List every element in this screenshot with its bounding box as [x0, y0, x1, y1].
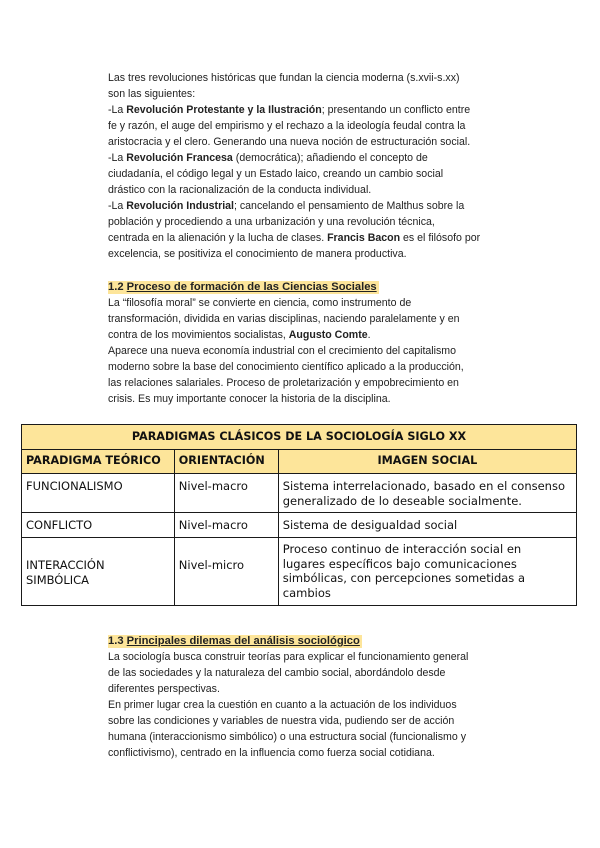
- header-social-image: IMAGEN SOCIAL: [278, 450, 576, 474]
- text-line: Aparece una nueva economía industrial con el crecimiento del capitalismo: [108, 345, 457, 357]
- cell-line: simbólicas, con percepciones sometidas a: [282, 571, 526, 585]
- text-line: drástico con la racionalización de la conducta individual.: [108, 184, 372, 196]
- section-number: 1.3: [108, 635, 124, 647]
- text-line: son las siguientes:: [108, 88, 196, 100]
- table-row: [22, 513, 577, 538]
- text-line: sobre las condiciones y variables de nuestra vida, pudiendo ser de acción: [108, 715, 455, 727]
- text-line: En primer lugar crea la cuestión en cuanto a la actuación de los individuos: [108, 699, 457, 711]
- cell-line: Sistema interrelacionado, basado en el consenso: [282, 479, 565, 493]
- text-line: -La Revolución Francesa (democrática); añadiendo el concepto de: [108, 152, 428, 164]
- text-line: La “filosofía moral” se convierte en ciencia, como instrumento de: [108, 297, 412, 309]
- section-heading: [108, 633, 528, 649]
- cell-line: CONFLICTO: [26, 517, 93, 532]
- cell-line: generalizado de lo deseable socialmente.: [282, 493, 522, 508]
- text-line: humana (interaccionismo simbólico) o una estructura social (funcionalismo y: [108, 731, 466, 743]
- text-line: fe y razón, el auge del empirismo y el rechazo a la ideología feudal contra la: [108, 120, 466, 132]
- text-line: moderno sobre la base del conocimiento científico aplicado a la producción,: [108, 361, 464, 373]
- text-line: conflictivismo), centrado en la influencia como fuerza social cotidiana.: [108, 747, 435, 759]
- text-line: -La Revolución Industrial; cancelando el pensamiento de Malthus sobre la: [108, 200, 465, 212]
- section-heading: [108, 279, 528, 295]
- orientation-cell: Nivel-macro: [174, 474, 278, 513]
- text-line: ciudadanía, el código legal y un Estado laico, creando un cambio social: [108, 168, 444, 180]
- section-number: 1.2: [108, 281, 124, 293]
- image-cell: [278, 513, 576, 538]
- cell-line: FUNCIONALISMO: [26, 479, 123, 493]
- paradigm-cell: [22, 474, 175, 513]
- cell-line: SIMBÓLICA: [26, 572, 90, 587]
- paradigm-cell: [22, 513, 175, 538]
- orientation-cell: Nivel-macro: [174, 513, 278, 538]
- image-cell: [278, 538, 576, 606]
- section-1-2: [108, 279, 528, 407]
- cell-line: INTERACCIÓN: [26, 558, 105, 572]
- image-cell: [278, 474, 576, 513]
- text-line: transformación, dividida en varias disciplinas, naciendo paralelamente y en: [108, 313, 460, 325]
- text-line: La sociología busca construir teorías para explicar el funcionamiento general: [108, 651, 469, 663]
- table-title: PARADIGMAS CLÁSICOS DE LA SOCIOLOGÍA SIGLO XX: [22, 425, 577, 450]
- section-text: [108, 295, 528, 407]
- text-line: las relaciones salariales. Proceso de proletarización y empobrecimiento en: [108, 377, 459, 389]
- header-orientation: ORIENTACIÓN: [174, 450, 278, 474]
- section-text: [108, 649, 528, 761]
- text-line: población y procediendo a una urbanización y una revolución técnica,: [108, 216, 435, 228]
- table-row: [22, 474, 577, 513]
- text-line: crisis. Es muy importante conocer la historia de la disciplina.: [108, 393, 391, 405]
- text-line: contra de los movimientos socialistas, Augusto Comte.: [108, 329, 371, 341]
- table-row: [22, 538, 577, 606]
- text-line: excelencia, se positiviza el conocimiento de manera productiva.: [108, 248, 407, 260]
- section-title: Proceso de formación de las Ciencias Sociales: [126, 281, 377, 293]
- cell-line: Proceso continuo de interacción social en: [282, 542, 522, 556]
- text-line: centrada en la alienación y la lucha de clases. Francis Bacon es el filósofo por: [108, 232, 481, 244]
- text-line: diferentes perspectivas.: [108, 683, 220, 695]
- text-line: de las sociedades y la naturaleza del cambio social, abordándolo desde: [108, 667, 446, 679]
- text-line: -La Revolución Protestante y la Ilustración; presentando un conflicto entre: [108, 104, 471, 116]
- intro-paragraph: [108, 70, 528, 262]
- text-line: Las tres revoluciones históricas que fundan la ciencia moderna (s.xvii-s.xx): [108, 72, 460, 84]
- paradigms-table: [21, 424, 577, 606]
- section-1-3: [108, 633, 528, 761]
- orientation-cell: Nivel-micro: [174, 538, 278, 606]
- cell-line: lugares específicos bajo comunicaciones: [282, 556, 517, 571]
- text-line: aristocracia y el clero. Generando una nueva noción de estructuración social.: [108, 136, 471, 148]
- paradigm-cell: [22, 538, 175, 606]
- cell-line: Sistema de desigualdad social: [282, 517, 458, 532]
- cell-line: cambios: [282, 585, 331, 600]
- header-paradigm: PARADIGMA TEÓRICO: [22, 450, 175, 474]
- intro-text: [108, 70, 528, 262]
- section-title: Principales dilemas del análisis sociológico: [126, 635, 360, 647]
